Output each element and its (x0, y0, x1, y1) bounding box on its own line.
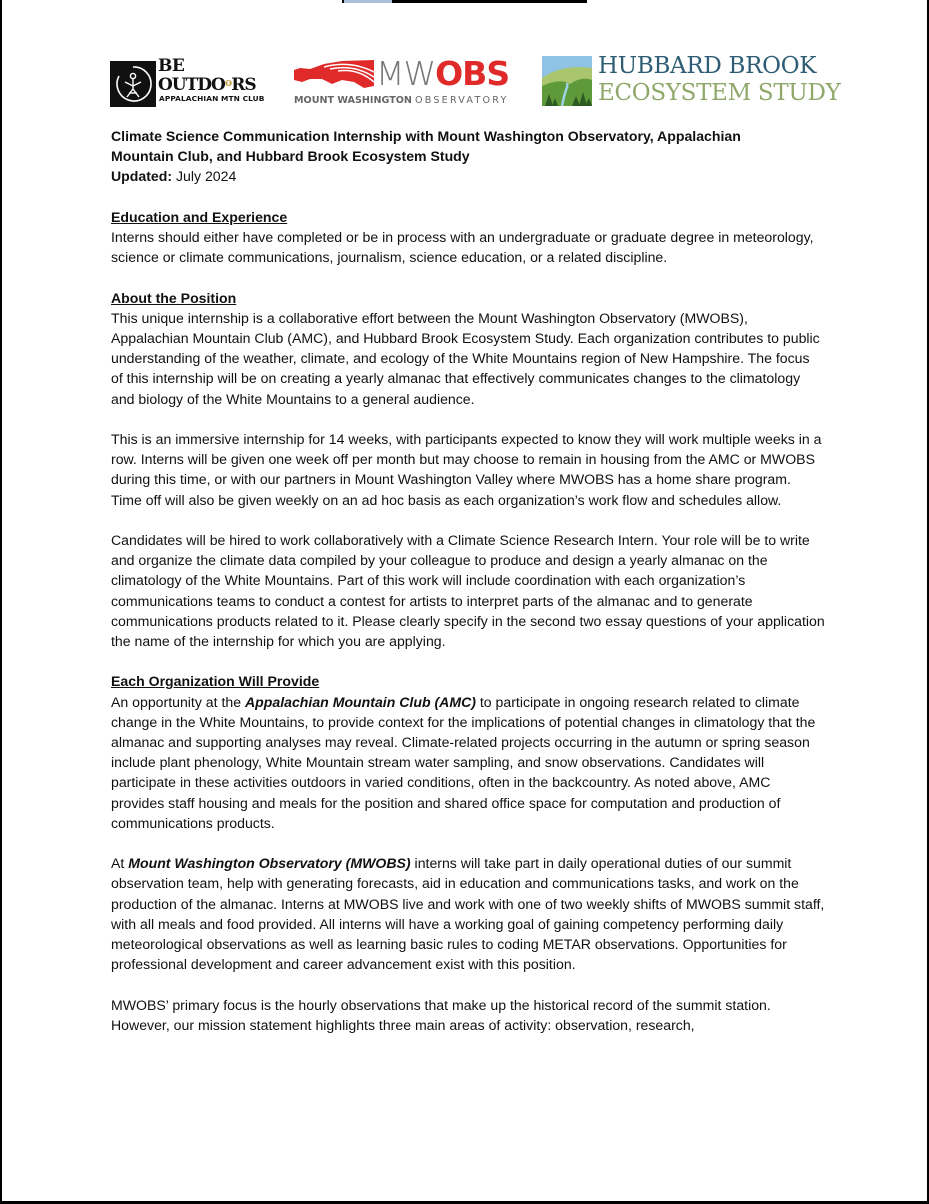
amc-logo-club: APPALACHIAN MTN CLUB (159, 94, 265, 103)
updated-value: July 2024 (172, 168, 237, 185)
document-title-line-1: Climate Science Communication Internship with Mount Washington Observatory, Appalachian (111, 128, 741, 144)
top-edge (0, 0, 929, 3)
education-paragraph: Interns should either have completed or be in process with an undergraduate or graduate degree in meteorology, science or climate communications, journalism, science education, or a related discipline. (111, 229, 814, 266)
section-heading-about: About the Position (111, 289, 237, 306)
updated-line (111, 166, 825, 186)
updated-label: Updated: (111, 168, 173, 185)
about-paragraph-1: This unique internship is a collaborative effort between the Mount Washington Observatory (MWOBS), Appalachian Mountain Club (AMC), and Hubbard Brook Ecosystem Study. Each organization contributes to public understanding of the weather, climate, and ecology of the White Mountains region of New Hampshire. The focus of this internship will be on creating a yearly almanac that effectively communicates changes to the climatology and biology of the White Mountains to a general audience. (111, 309, 820, 407)
logo-bar (110, 53, 841, 111)
amc-name: Appalachian Mountain Club (AMC) (244, 693, 476, 710)
mwobs-subtitle: MOUNT WASHINGTON OBSERVATORY (294, 95, 509, 106)
amc-paragraph: An opportunity at the Appalachian Mountain Club (AMC) to participate in ongoing research related to climate change in the White Mountains, to provide context for the implications of potential changes in climatology that the almanac and supporting analyses may reveal. Climate-related projects occurring in the autumn or spring season include plant phenology, White Mountain stream water sampling, and snow observations. Candidates will participate in these activities outdoors in varied conditions, often in the backcountry. As noted above, AMC provides staff housing and meals for the position and shared office space for computation and production of communications products. (111, 693, 816, 831)
hiker-compass-icon (110, 61, 156, 107)
about-paragraph-2: This is an immersive internship for 14 weeks, with participants expected to know they will work multiple weeks in a row. Interns will be given one week off per month but may choose to remain in housing from the AMC or MWOBS during this time, or with our partners in Mount Washington Valley where MWOBS has a home share program. Time off will also be given weekly on an ad hoc basis as each organization’s work flow and schedules allow. (111, 431, 822, 508)
valley-stream-icon (542, 56, 592, 106)
amc-logo-be: BE (158, 56, 185, 76)
mwobs-wordmark: MWOBS (376, 54, 510, 93)
hubbard-brook-logo (542, 53, 841, 111)
mwobs-paragraph: At Mount Washington Observatory (MWOBS) interns will take part in daily operational duties of our summit observation team, help with generating forecasts, aid in education and communications tasks, and work on the production of the almanac. Interns at MWOBS live and work with one of two weekly shifts of MWOBS summit staff, with all meals and food provided. All interns will have a working goal of gaining competency performing daily meteorological observations as well as learning basic rules to coding METAR observations. Opportunities for professional development and career advancement exist with this position. (111, 855, 825, 973)
document-body (111, 126, 825, 1035)
mwobs-logo (294, 54, 528, 108)
mwobs-name: Mount Washington Observatory (MWOBS) (128, 855, 411, 872)
amc-logo-outdoors: OUTDO$^o$RS (158, 75, 256, 95)
section-heading-provide: Each Organization Will Provide (111, 673, 320, 690)
amc-logo (110, 56, 278, 107)
document-title-line-2: Mountain Club, and Hubbard Brook Ecosystem Study (111, 148, 470, 165)
about-paragraph-3: Candidates will be hired to work collaboratively with a Climate Science Research Intern. Your role will be to write and organize the climate data compiled by your colleague to produce and design a yearly almanac on the climatology of the White Mountains. Part of this work will include coordination with each organization’s communications teams to conduct a contest for artists to interpret parts of the almanac and to generate communications products related to it. Please clearly specify in the second two essay questions of your application the name of the internship for which you are applying. (111, 532, 825, 650)
hubbard-brook-title: HUBBARD BROOK (598, 53, 817, 79)
mountain-stripes-icon (294, 58, 374, 92)
hubbard-brook-subtitle: ECOSYSTEM STUDY (598, 80, 841, 106)
mwobs-focus-paragraph: MWOBS’ primary focus is the hourly observations that make up the historical record of the summit station. However, our mission statement highlights three main areas of activity: observation, research, (111, 996, 771, 1033)
section-heading-education: Education and Experience (111, 208, 288, 225)
